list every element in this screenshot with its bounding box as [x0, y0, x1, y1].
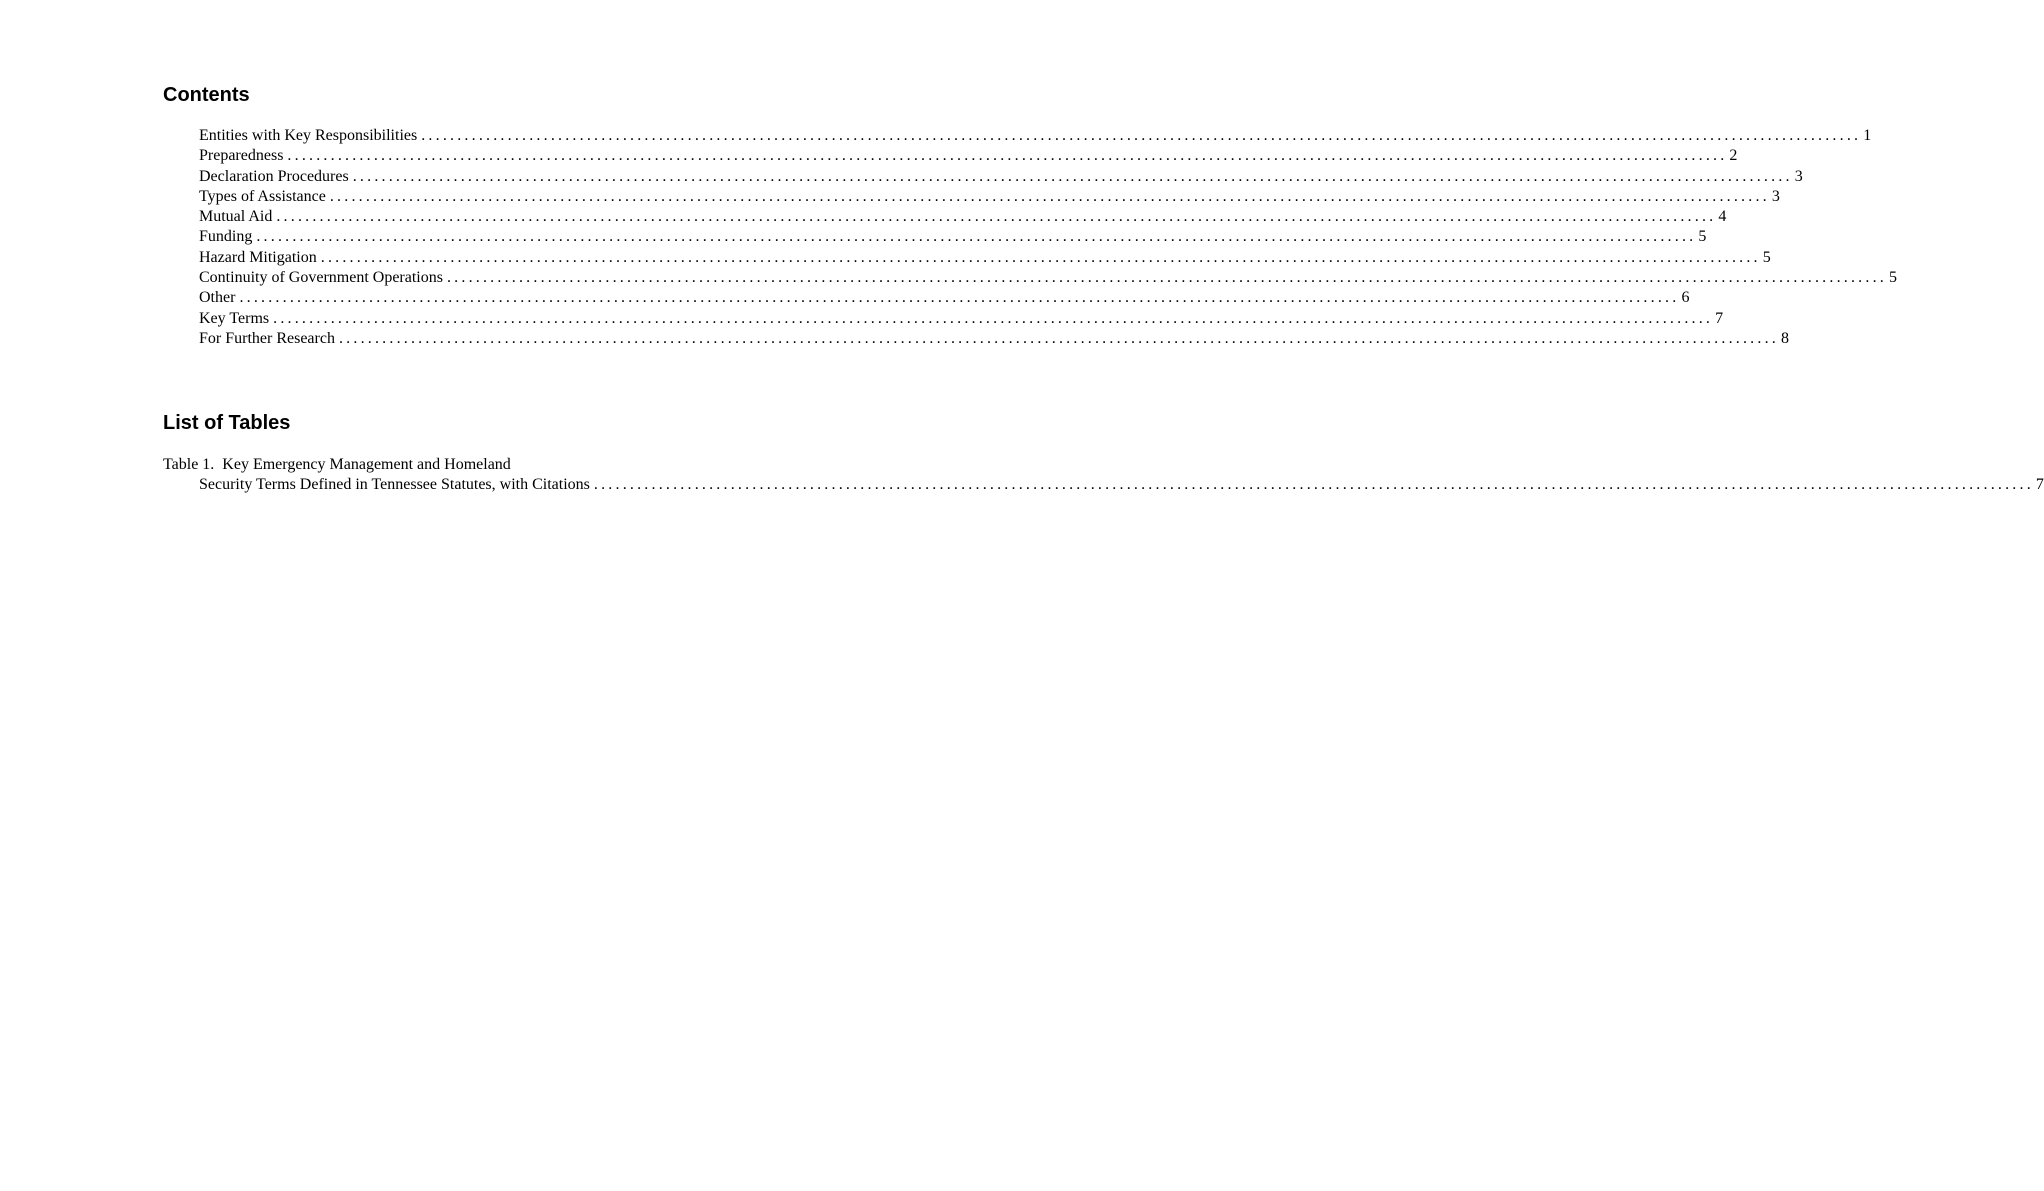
dot-leader: ........................................................................................................................................................................................................ [239, 289, 1680, 307]
toc-entry-page: 3 [1771, 187, 1780, 205]
toc-entry-page: 4 [1718, 208, 1727, 226]
toc-entry-page: 7 [1715, 309, 1724, 327]
dot-leader: ........................................................................................................................................................................................................ [256, 228, 1697, 246]
toc-entry-page: 5 [1888, 269, 1897, 287]
toc-entry-page: 6 [1681, 289, 1690, 307]
toc-entry-declaration-procedures[interactable] [199, 167, 1803, 187]
dot-leader: ........................................................................................................................................................................................................ [276, 208, 1717, 226]
dot-leader: ........................................................................................................................................................................................................ [273, 309, 1714, 327]
toc-entry-page: 2 [1729, 147, 1738, 165]
dot-leader: ........................................................................................................................................................................................................ [329, 187, 1770, 205]
table-entry-title-line-2-row [163, 475, 2044, 495]
toc-entry-label: Entities with Key Responsibilities [199, 127, 418, 144]
list-of-tables-entry-table-1[interactable] [163, 455, 2044, 496]
toc-entry-label: Types of Assistance [199, 187, 326, 205]
toc-entry-key-terms[interactable] [199, 309, 1724, 329]
table-entry-title-line-1: Table 1. Key Emergency Management and Homeland [163, 456, 511, 473]
toc-entry-continuity-of-government[interactable] [199, 268, 1897, 288]
toc-entry-label: Preparedness [199, 147, 284, 165]
toc-entry-hazard-mitigation[interactable] [199, 248, 1771, 268]
list-of-tables-heading: List of Tables [163, 412, 291, 434]
dot-leader: ........................................................................................................................................................................................................ [338, 329, 1779, 347]
contents-list [199, 126, 1897, 349]
toc-entry-label: Continuity of Government Operations [199, 269, 443, 287]
toc-entry-label: Hazard Mitigation [199, 248, 317, 266]
dot-leader: ........................................................................................................................................................................................................ [446, 269, 1887, 287]
dot-leader: ........................................................................................................................................................................................................ [421, 127, 1862, 144]
toc-entry-label: Other [199, 289, 236, 307]
table-entry-page: 7 [2035, 476, 2044, 494]
toc-entry-entities[interactable] [199, 126, 1872, 146]
dot-leader: ........................................................................................................................................................................................................ [320, 248, 1761, 266]
toc-entry-preparedness[interactable] [199, 146, 1738, 166]
dot-leader: ........................................................................................................................................................................................................ [593, 476, 2034, 494]
toc-entry-page: 5 [1698, 228, 1707, 246]
toc-entry-further-research[interactable] [199, 329, 1789, 349]
toc-entry-funding[interactable] [199, 227, 1707, 247]
toc-entry-page: 3 [1794, 167, 1803, 185]
dot-leader: ........................................................................................................................................................................................................ [352, 167, 1793, 185]
toc-entry-mutual-aid[interactable] [199, 207, 1727, 227]
toc-entry-page: 1 [1863, 127, 1872, 144]
toc-entry-page: 5 [1762, 248, 1771, 266]
dot-leader: ........................................................................................................................................................................................................ [287, 147, 1728, 165]
toc-entry-label: Mutual Aid [199, 208, 273, 226]
toc-entry-label: Funding [199, 228, 253, 246]
toc-entry-other[interactable] [199, 288, 1690, 308]
toc-entry-label: For Further Research [199, 329, 335, 347]
toc-entry-page: 8 [1780, 329, 1789, 347]
toc-entry-label: Declaration Procedures [199, 167, 349, 185]
toc-entry-types-of-assistance[interactable] [199, 187, 1780, 207]
table-entry-title-line-2: Security Terms Defined in Tennessee Statutes, with Citations [199, 476, 590, 494]
contents-heading: Contents [163, 84, 250, 106]
toc-entry-label: Key Terms [199, 309, 270, 327]
